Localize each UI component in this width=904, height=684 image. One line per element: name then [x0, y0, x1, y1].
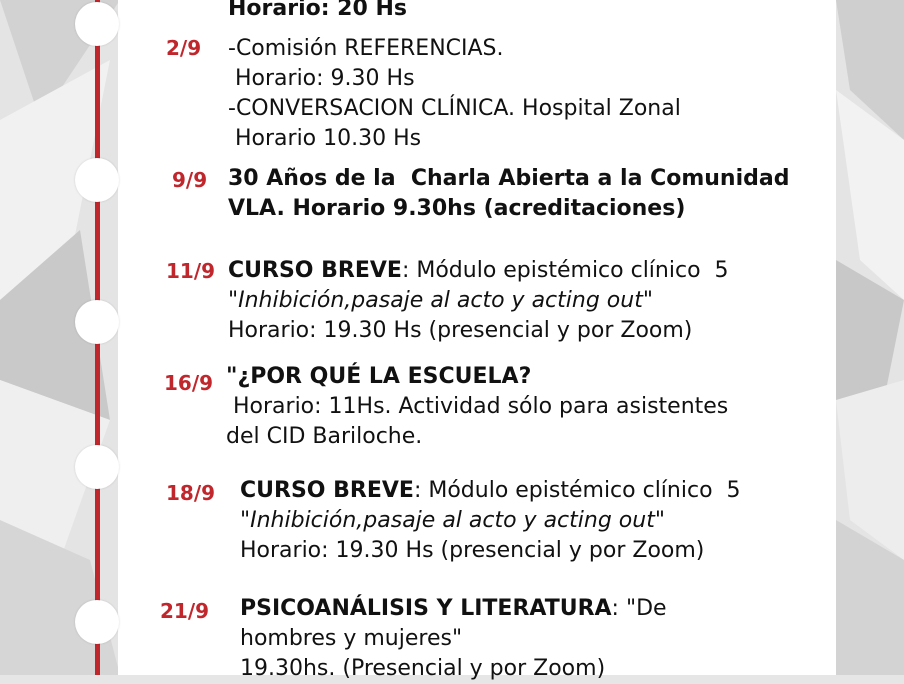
event-subtitle: "Inhibición,pasaje al acto y acting out" [240, 508, 665, 533]
event-date: 11/9 [166, 259, 216, 283]
event-date: 18/9 [166, 481, 216, 505]
event-title-rest: : Módulo epistémico clínico 5 [401, 258, 729, 283]
event-line: Horario: 9.30 Hs [228, 66, 415, 91]
event-line: Horario: 20 Hs [228, 0, 407, 21]
event-21-9 [240, 594, 667, 684]
timeline-dot [75, 600, 119, 644]
event-line: -CONVERSACION CLÍNICA. Hospital Zonal [228, 96, 681, 121]
event-line: Horario: 11Hs. Actividad sólo para asistentes [226, 394, 729, 419]
event-16-9 [226, 362, 728, 452]
event-title-rest: : "De [611, 596, 667, 621]
event-line: hombres y mujeres" [240, 626, 463, 651]
event-title: PSICOANÁLISIS Y LITERATURA [240, 596, 612, 621]
event-line: VLA. Horario 9.30hs (acreditaciones) [228, 196, 686, 221]
event-line: 19.30hs. (Presencial y por Zoom) [240, 656, 606, 681]
event-line [240, 594, 667, 624]
event-line [240, 476, 741, 506]
event-title-rest: : Módulo epistémico clínico 5 [413, 478, 741, 503]
event-top-partial [228, 0, 407, 24]
timeline-dot [75, 2, 119, 46]
event-line [228, 256, 729, 286]
event-line: Horario 10.30 Hs [228, 126, 422, 151]
event-subtitle: "Inhibición,pasaje al acto y acting out" [228, 288, 653, 313]
event-2-9 [228, 34, 681, 154]
event-date: 16/9 [164, 371, 214, 395]
event-line: Horario: 19.30 Hs (presencial y por Zoom) [240, 538, 705, 563]
timeline-dot [75, 300, 119, 344]
event-line: Horario: 19.30 Hs (presencial y por Zoom) [228, 318, 693, 343]
event-18-9 [240, 476, 741, 566]
event-line: -Comisión REFERENCIAS. [228, 36, 504, 61]
timeline-dot [75, 445, 119, 489]
timeline-dot [75, 158, 119, 202]
event-title: "¿POR QUÉ LA ESCUELA? [226, 364, 532, 389]
event-date: 21/9 [160, 599, 210, 623]
event-11-9 [228, 256, 729, 346]
event-line: del CID Bariloche. [226, 424, 423, 449]
event-title: CURSO BREVE [228, 258, 402, 283]
event-9-9 [228, 164, 789, 224]
event-title: CURSO BREVE [240, 478, 414, 503]
event-date: 2/9 [166, 36, 202, 60]
event-date: 9/9 [172, 168, 208, 192]
event-line: 30 Años de la Charla Abierta a la Comunidad [228, 166, 790, 191]
